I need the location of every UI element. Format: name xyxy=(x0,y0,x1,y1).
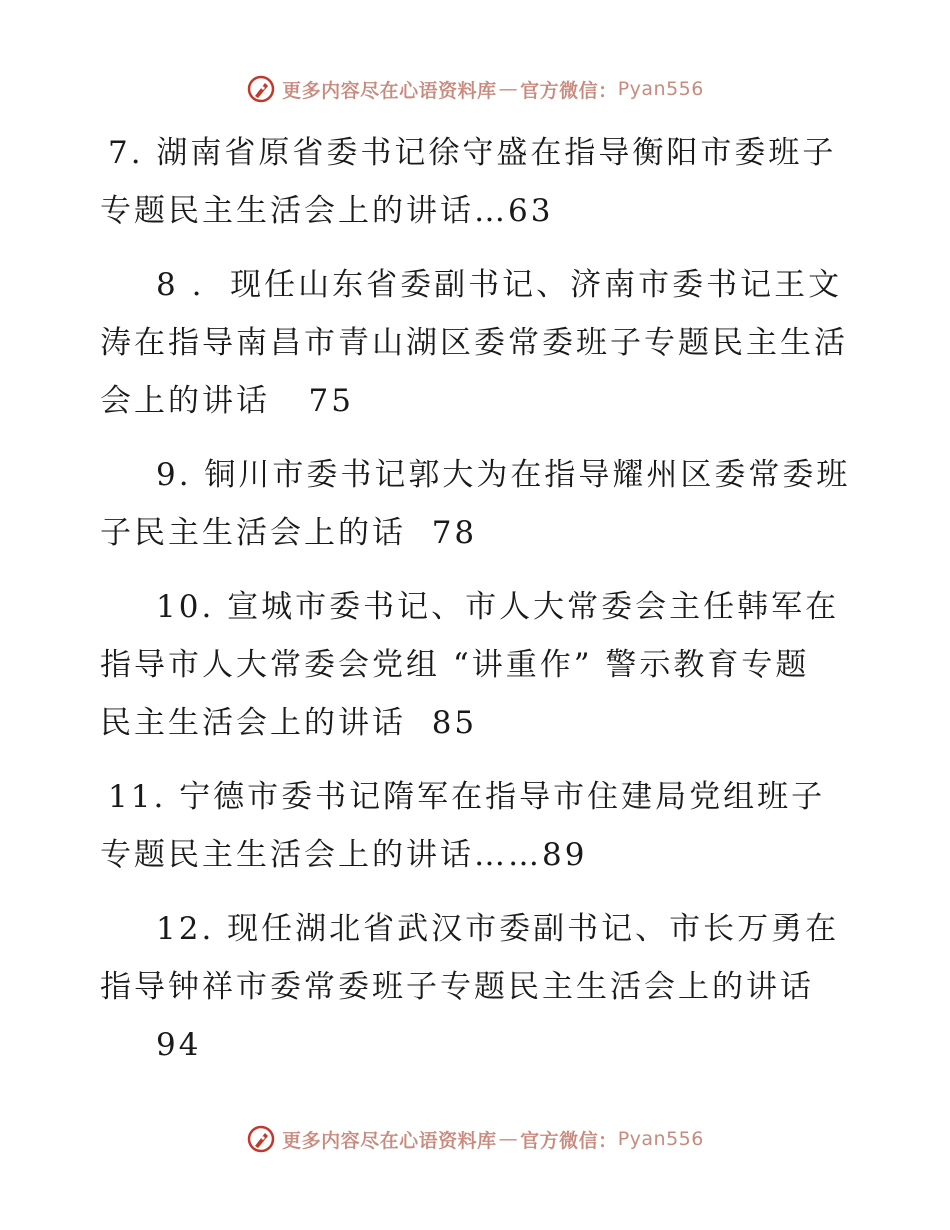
toc-entry-line: 11. 宁德市委书记隋军在指导市住建局党组班子 xyxy=(108,779,826,815)
watermark-text: 更多内容尽在心语资料库 xyxy=(282,1129,497,1152)
watermark-handle: Pyan556 xyxy=(617,78,704,100)
toc-entry-7 xyxy=(100,124,860,240)
watermark-header xyxy=(0,74,950,104)
toc-entry-line: 会上的讲话 75 xyxy=(100,383,355,419)
watermark-suffix: 官方微信： xyxy=(520,79,618,102)
toc-entry-line: 民主生活会上的讲话 85 xyxy=(100,705,478,741)
toc-entry-line: 8 . 现任山东省委副书记、济南市委书记王文 xyxy=(156,267,843,303)
toc-list xyxy=(100,124,860,1074)
toc-entry-line: 指导市人大常委会党组 “讲重作” 警示教育专题 xyxy=(100,647,810,683)
toc-entry-9 xyxy=(100,446,860,562)
pen-nib-circle-icon xyxy=(246,1124,276,1154)
toc-entry-line: 专题民主生活会上的讲话……89 xyxy=(100,837,588,873)
watermark-dash: — xyxy=(498,78,519,100)
toc-entry-line: 指导钟祥市委常委班子专题民主生活会上的讲话 xyxy=(100,969,814,1005)
pen-nib-circle-icon xyxy=(246,74,276,104)
toc-entry-line: 专题民主生活会上的讲话…63 xyxy=(100,193,554,229)
toc-entry-line: 涛在指导南昌市青山湖区委常委班子专题民主生活 xyxy=(100,325,848,361)
watermark-footer xyxy=(0,1124,950,1154)
toc-entry-11 xyxy=(100,768,860,884)
watermark-text: 更多内容尽在心语资料库 xyxy=(282,79,497,102)
toc-entry-line: 9. 铜川市委书记郭大为在指导耀州区委常委班 xyxy=(156,457,851,493)
toc-entry-8 xyxy=(100,256,860,430)
toc-entry-line: 子民主生活会上的话 78 xyxy=(100,515,478,551)
toc-entry-line: 10. 宣城市委书记、市人大常委会主任韩军在 xyxy=(156,589,840,625)
toc-entry-line: 12. 现任湖北省武汉市委副书记、市长万勇在 xyxy=(156,911,840,947)
toc-entry-12 xyxy=(100,900,860,1074)
watermark-suffix: 官方微信： xyxy=(520,1129,618,1152)
toc-entry-10 xyxy=(100,578,860,752)
toc-entry-page-number: 94 xyxy=(156,1027,202,1063)
watermark-dash: — xyxy=(498,1128,519,1150)
toc-entry-line: 7. 湖南省原省委书记徐守盛在指导衡阳市委班子 xyxy=(108,135,837,171)
watermark-handle: Pyan556 xyxy=(617,1128,704,1150)
